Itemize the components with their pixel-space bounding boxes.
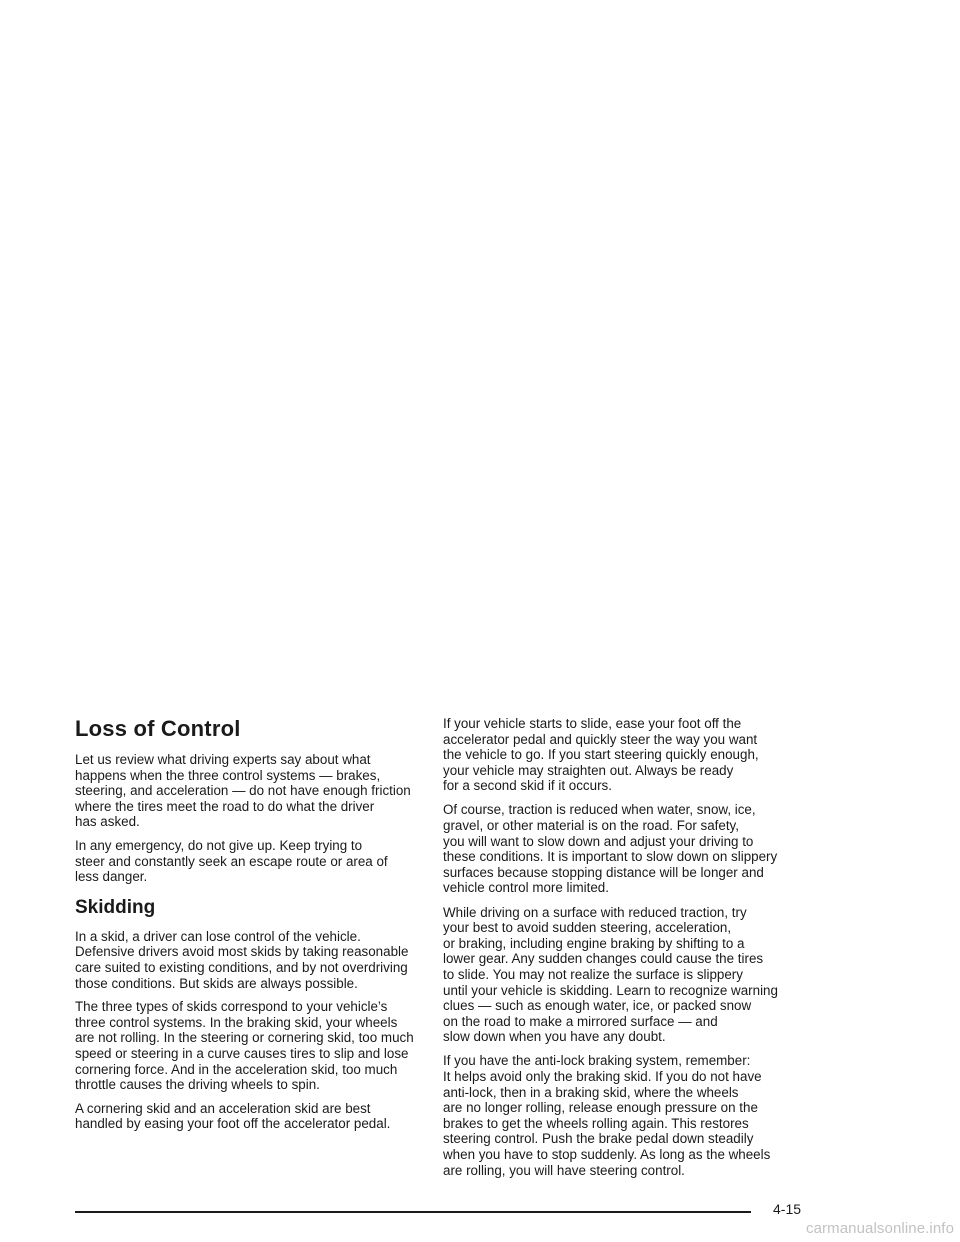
footer-rule xyxy=(75,1211,751,1213)
skidding-paragraph-2: The three types of skids correspond to your vehicle’s three control systems. In the braking skid, your wheels are not rolling. In the steering or cornering skid, too much speed or steering in a curve causes tires to slip and lose cornering force. And in the acceleration skid, too much throttle causes the driving wheels to spin. xyxy=(75,999,414,1093)
intro-paragraph-1: Let us review what driving experts say about what happens when the three control systems — brakes, steering, and acceleration — do not have enough friction where the tires meet the road to do what the driver has asked. xyxy=(75,752,411,830)
skidding-paragraph-3: A cornering skid and an acceleration skid are best handled by easing your foot off the accelerator pedal. xyxy=(75,1100,391,1132)
right-paragraph-3: While driving on a surface with reduced traction, try your best to avoid sudden steering, acceleration, or braking, including engine braking by shifting to a lower gear. Any sudden changes could cause the tires to slide. You may not realize the surface is slippery until your vehicle is skidding. Learn to recognize warning clues — such as enough water, ice, or packed snow on the road to make a mirrored surface — and slow down when you have any doubt. xyxy=(443,904,778,1045)
right-paragraph-1: If your vehicle starts to slide, ease your foot off the accelerator pedal and quickly steer the way you want the vehicle to go. If you start steering quickly enough, your vehicle may straighten out. Always be ready for a second skid if it occurs. xyxy=(443,716,759,794)
page-number: 4-15 xyxy=(773,1201,802,1217)
watermark-text: carmanualsonline.info xyxy=(806,1220,955,1237)
intro-paragraph-2: In any emergency, do not give up. Keep trying to steer and constantly seek an escape route or area of less danger. xyxy=(75,837,388,885)
left-column xyxy=(75,716,437,1140)
section-title: Loss of Control xyxy=(75,716,241,741)
skidding-paragraph-1: In a skid, a driver can lose control of the vehicle. Defensive drivers avoid most skids by taking reasonable care suited to existing conditions, and by not overdriving those conditions. But skids are always possible. xyxy=(75,928,409,991)
right-paragraph-2: Of course, traction is reduced when water, snow, ice, gravel, or other material is on the road. For safety, you will want to slow down and adjust your driving to these conditions. It is important to slow down on slippery surfaces because stopping distance will be longer and vehicle control more limited. xyxy=(443,802,778,896)
right-paragraph-4: If you have the anti-lock braking system, remember: It helps avoid only the braking skid. If you do not have anti-lock, then in a braking skid, where the wheels are no longer rolling, release enough pressure on the brakes to get the wheels rolling again. This restores steering control. Push the brake pedal down steadily when you have to stop suddenly. As long as the wheels are rolling, you will have steering control. xyxy=(443,1053,771,1178)
right-column xyxy=(443,716,805,1187)
subsection-title: Skidding xyxy=(75,896,156,918)
